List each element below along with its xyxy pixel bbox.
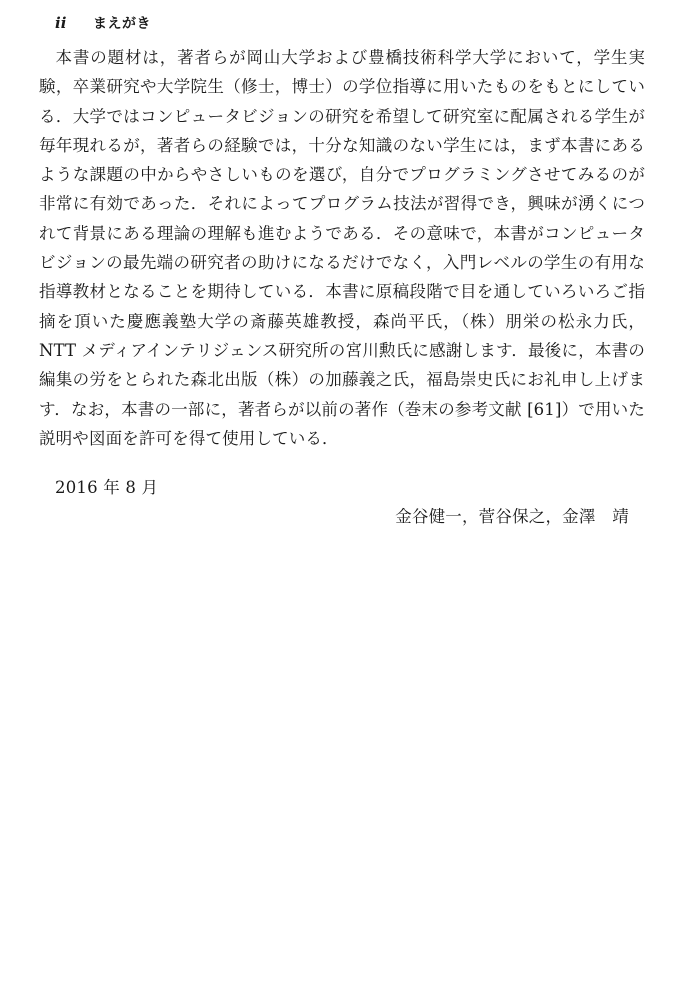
preface-paragraph: 本書の題材は，著者らが岡山大学および豊橋技術科学大学において，学生実験，卒業研究や大学院生（修士，博士）の学位指導に用いたものをもとにしている．大学ではコンピュータビジョンの研究を希望して研究室に配属される学生が毎年現れるが，著者らの経験では，十分な知識のない学生には，まず本書にあるような課題の中からやさしいものを選び，自分でプログラミングさせてみるのが非常に有効であった．それによってプログラム技法が習得でき，興味が湧くにつれて背景にある理論の理解も進むようである．その意味で，本書がコンピュータビジョンの最先端の研究者の助けになるだけでなく，入門レベルの学生の有用な指導教材となることを期待している．本書に原稿段階で目を通していろいろご指摘を頂いた慶應義塾大学の斎藤英雄教授，森尚平氏，（株）朋栄の松永力氏，NTT メディアインテリジェンス研究所の宮川勲氏に感謝します．最後に，本書の編集の労をとられた森北出版（株）の加藤義之氏，福島崇史氏にお礼申し上げます．なお，本書の一部に，著者らが以前の著作（巻末の参考文献 [61]）で用いた説明や図面を許可を得て使用している． [39,48,645,448]
preface-date: 2016 年 8 月 [55,478,159,497]
preface-authors: 金谷健一，菅谷保之，金澤 靖 [395,507,629,526]
page-header [55,12,151,34]
page-number: ii [55,14,67,32]
section-title: まえがき [93,16,151,32]
